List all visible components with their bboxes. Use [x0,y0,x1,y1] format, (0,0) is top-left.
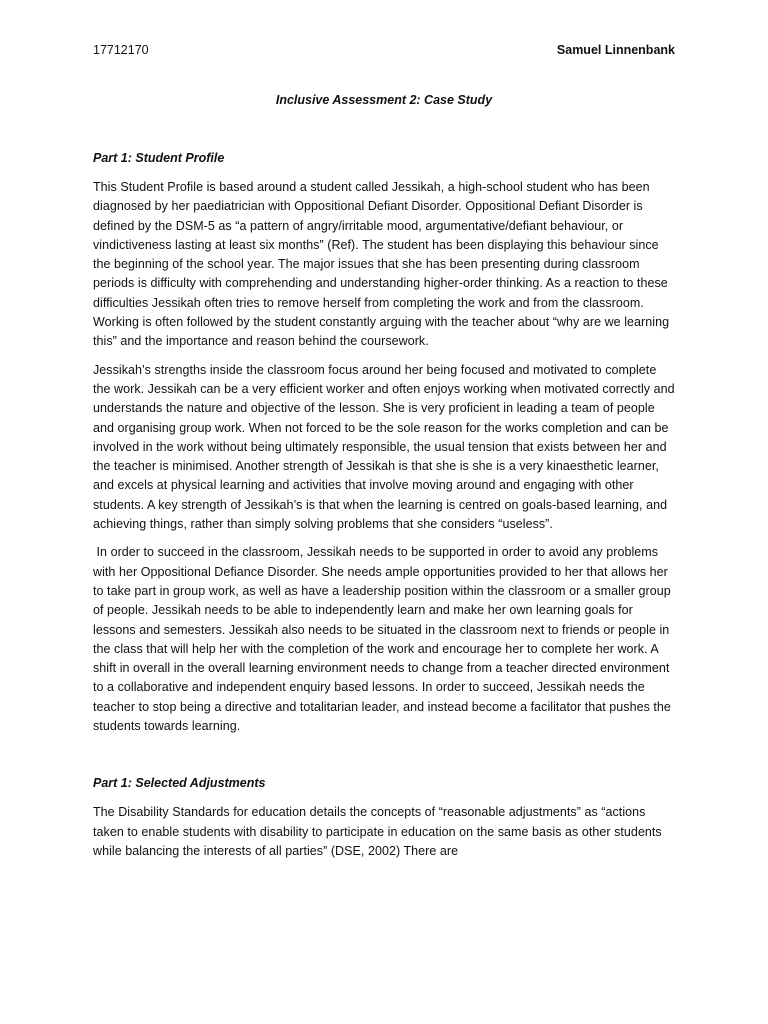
paragraph-profile-intro: This Student Profile is based around a student called Jessikah, a high-school student who has been diagnosed by her paediatrician with Oppositional Defiant Disorder. Oppositional Defiant Disorder is defined by the DSM-5 as “a pattern of angry/irritable mood, argumentative/defiant behaviour, or vindictiveness lasting at least six months” (Ref). The student has been displaying this behaviour since the beginning of the school year. The major issues that she has been presenting during classroom periods is difficulty with comprehending and understanding higher-order thinking. As a reaction to these difficulties Jessikah often tries to remove herself from completing the work and from the classroom. Working is often followed by the student constantly arguing with the teacher about “why are we learning this” and the importance and reason behind the coursework. [93,180,670,349]
author-name: Samuel Linnenbank [556,43,675,57]
section-heading-student-profile: Part 1: Student Profile [93,151,225,165]
document-title: Inclusive Assessment 2: Case Study [275,93,493,107]
paragraph-support-needs: In order to succeed in the classroom, Jessikah needs to be supported in order to avoid any problems with her Oppositional Defiance Disorder. She needs ample opportunities provided to her that allows her to take part in group work, as well as have a leadership position within the classroom or a smaller group of people. Jessikah needs to be able to independently learn and make her own learning goals for lessons and semesters. Jessikah also needs to be situated in the classroom next to friends or people in the class that will help her with the completion of the work and encourage her to complete her work. A shift in overall in the overall learning environment needs to change from a teacher directed environment to a collaborative and independent enquiry based lessons. In order to succeed, Jessikah needs the teacher to stop being a directive and totalitarian leader, and instead become a facilitator that pushes the students towards learning. [93,545,675,734]
section-spacer [93,745,675,775]
student-id: 17712170 [93,43,149,57]
page-header [93,42,675,62]
paragraph-adjustments-intro: The Disability Standards for education details the concepts of “reasonable adjustments” as “actions taken to enable students with disability to participate in education on the same basis as other students while balancing the interests of all parties” (DSE, 2002) There are [93,805,662,858]
section-heading-selected-adjustments: Part 1: Selected Adjustments [93,776,266,791]
paragraph-strengths: Jessikah’s strengths inside the classroom focus around her being focused and motivated to complete the work. Jessikah can be a very efficient worker and often enjoys working when motivated correctly and understands the nature and objective of the lesson. She is very proficient in leading a team of people and organising group work. When not forced to be the sole reason for the works completion and can be involved in the work without being ultimately responsible, the usual tension that exists between her and the teacher is minimised. Another strength of Jessikah is that she is she is a very kinaesthetic learner, and excels at physical learning and activities that involve moving around and engaging with other students. A key strength of Jessikah’s is that when the learning is centred on goals-based learning, and achieving things, rather than simply solving problems that she considers “useless”. [93,362,675,532]
document-page [93,42,675,870]
